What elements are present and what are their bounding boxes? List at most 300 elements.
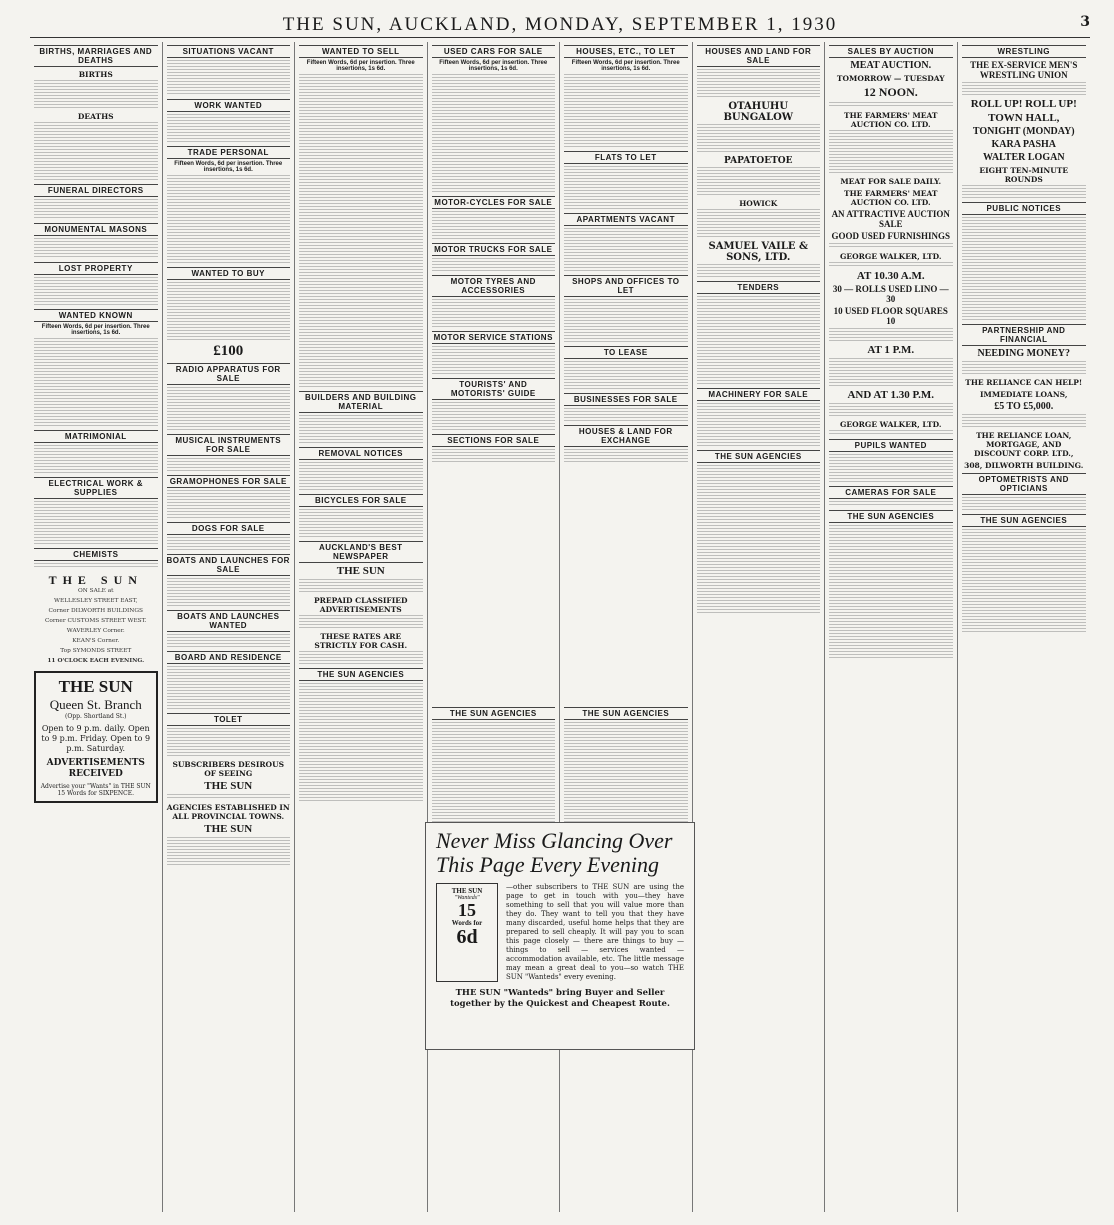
classified-text	[829, 373, 953, 387]
classified-text	[829, 430, 953, 436]
agencies-notice: AGENCIES ESTABLISHED IN ALL PROVINCIAL TOWNS.	[166, 803, 290, 821]
classified-text	[432, 402, 556, 416]
section-heading: TO LEASE	[564, 346, 688, 359]
section-heading: HOUSES, ETC., TO LET	[564, 45, 688, 58]
newspaper-dateline: THE SUN, AUCKLAND, MONDAY, SEPTEMBER 1, 1930	[282, 13, 838, 35]
rate-line: Fifteen Words, 6d per insertion. Three insertions, 1s 6d.	[174, 161, 283, 173]
badge-line: "Wanteds"	[454, 895, 480, 901]
classified-text	[564, 196, 688, 210]
classified-text	[299, 359, 423, 373]
classified-text	[432, 104, 556, 118]
subsection-heading: DEATHS	[77, 112, 114, 121]
classified-text	[697, 296, 821, 310]
classified-text	[564, 752, 688, 766]
badge-words-count: 15	[458, 900, 476, 920]
classified-text	[829, 469, 953, 483]
classified-text	[432, 149, 556, 163]
classified-text	[167, 593, 291, 607]
section-heading: THE SUN AGENCIES	[564, 707, 688, 720]
classified-text	[564, 104, 688, 118]
classified-text	[34, 152, 158, 166]
classified-text	[697, 311, 821, 325]
sale-location: Corner CUSTOMS STREET WEST.	[44, 618, 147, 624]
branch-hours: Open to 9 p.m. daily. Open to 9 p.m. Friday. Open to 9 p.m. Saturday.	[41, 724, 151, 753]
classified-text	[432, 797, 556, 811]
section-heading: WANTED KNOWN	[34, 309, 158, 322]
classified-text	[299, 89, 423, 103]
section-heading: THE SUN AGENCIES	[829, 510, 953, 523]
section-heading: THE SUN AGENCIES	[432, 707, 556, 720]
branch-title: THE SUN	[58, 677, 133, 696]
sale-location: WELLESLEY STREET EAST,	[54, 598, 138, 604]
classified-text	[697, 341, 821, 355]
classified-text	[697, 209, 821, 223]
classified-text	[167, 327, 291, 341]
classified-text	[299, 269, 423, 283]
classified-text	[697, 69, 821, 83]
classified-text	[432, 346, 556, 360]
classified-text	[564, 376, 688, 390]
section-heading: AUCKLAND'S BEST NEWSPAPER	[299, 541, 423, 563]
classified-text	[299, 74, 423, 88]
classified-text	[299, 239, 423, 253]
classified-text	[167, 837, 291, 851]
branch-address: (Opp. Shortland St.)	[65, 713, 127, 720]
section-heading: MATRIMONIAL	[34, 430, 158, 443]
classified-text	[697, 264, 821, 278]
lender-name: THE RELIANCE LOAN, MORTGAGE, AND DISCOUNT CORP. LTD.,	[973, 431, 1074, 458]
classified-text	[962, 529, 1087, 543]
section-heading: HOUSES AND LAND FOR SALE	[697, 45, 821, 67]
classified-text	[167, 297, 291, 311]
the-sun-wordmark: THE SUN	[336, 565, 385, 577]
classified-text	[432, 74, 556, 88]
classified-text	[697, 356, 821, 370]
classified-text	[829, 262, 953, 268]
section-heading: BIRTHS, MARRIAGES AND DEATHS	[34, 45, 158, 67]
classified-text	[564, 797, 688, 811]
classified-text	[34, 199, 158, 213]
section-heading: TRADE PERSONAL	[167, 146, 291, 159]
section-heading: CHEMISTS	[34, 548, 158, 561]
classified-text	[829, 630, 953, 644]
classified-text	[564, 89, 688, 103]
classified-text	[299, 698, 423, 712]
classified-text	[299, 254, 423, 268]
howick-heading: HOWICK	[739, 199, 778, 208]
classified-text	[299, 773, 423, 787]
wanteds-promo-box	[425, 822, 695, 1050]
classified-text	[829, 540, 953, 554]
classified-text	[697, 182, 821, 196]
masthead	[30, 12, 1090, 38]
wrestler-name: WALTER LOGAN	[982, 152, 1065, 163]
classified-text	[829, 615, 953, 629]
classified-text	[432, 179, 556, 193]
rate-line: Fifteen Words, 6d per insertion. Three insertions, 1s 6d.	[571, 60, 680, 72]
classified-text	[697, 167, 821, 181]
auction-title: AN ATTRACTIVE AUCTION SALE	[831, 209, 950, 229]
classified-text	[564, 134, 688, 148]
section-heading: TOLET	[167, 713, 291, 726]
classified-text	[432, 722, 556, 736]
classified-text	[697, 139, 821, 153]
classified-text	[299, 344, 423, 358]
page-number: 3	[1080, 14, 1090, 30]
classified-text	[299, 728, 423, 742]
classified-text	[167, 387, 291, 401]
classified-text	[564, 228, 688, 242]
classified-text	[962, 217, 1087, 231]
classified-text	[299, 758, 423, 772]
classified-text	[34, 413, 158, 427]
classified-text	[34, 214, 158, 220]
classified-text	[829, 328, 953, 342]
classified-text	[962, 497, 1087, 511]
classified-text	[829, 130, 953, 144]
classified-text	[962, 604, 1087, 618]
sale-location: ON SALE at	[77, 588, 114, 594]
classified-text	[697, 224, 821, 238]
sale-time: 11 O'CLOCK EACH EVENING.	[47, 658, 145, 664]
classified-text	[432, 752, 556, 766]
classified-text	[564, 74, 688, 88]
classified-text	[432, 314, 556, 328]
the-sun-wordmark: THE SUN	[48, 573, 143, 587]
classified-text	[299, 415, 423, 429]
prepaid-rates-heading: PREPAID CLASSIFIED ADVERTISEMENTS	[314, 596, 408, 614]
section-heading: USED CARS FOR SALE	[432, 45, 556, 58]
classified-text	[697, 540, 821, 554]
classified-text	[34, 95, 158, 109]
auctioneer-name: GEORGE WALKER, LTD.	[840, 252, 942, 261]
branch-ads-received: ADVERTISEMENTS RECEIVED	[46, 758, 145, 779]
wrestling-date: TONIGHT (MONDAY)	[972, 126, 1075, 137]
section-heading: APARTMENTS VACANT	[564, 213, 688, 226]
section-heading: MOTOR TYRES AND ACCESSORIES	[432, 275, 556, 297]
rate-line: Fifteen Words, 6d per insertion. Three insertions, 1s 6d.	[439, 60, 548, 72]
classified-text	[34, 368, 158, 382]
classified-text	[299, 579, 423, 593]
classified-text	[299, 477, 423, 491]
auction-day: TOMORROW — TUESDAY	[836, 74, 945, 83]
classified-text	[829, 525, 953, 539]
classified-text	[299, 284, 423, 298]
classified-text	[299, 524, 423, 538]
classified-text	[564, 181, 688, 195]
column-3	[295, 42, 428, 1212]
classified-text	[299, 119, 423, 133]
section-heading: FLATS TO LET	[564, 151, 688, 164]
wanteds-badge	[436, 883, 498, 982]
classified-text	[299, 104, 423, 118]
classified-text	[962, 589, 1087, 603]
section-heading: REMOVAL NOTICES	[299, 447, 423, 460]
classified-text	[697, 84, 821, 98]
classified-text	[299, 299, 423, 313]
classified-text	[34, 277, 158, 291]
classified-text	[299, 314, 423, 328]
section-heading: SECTIONS FOR SALE	[432, 434, 556, 447]
meat-sale-notice: MEAT FOR SALE DAILY.	[840, 177, 942, 186]
classified-text	[34, 563, 158, 569]
classified-text	[829, 585, 953, 599]
classified-text	[167, 794, 291, 800]
badge-line: THE SUN	[451, 887, 483, 895]
auction-time: 12 NOON.	[863, 85, 918, 99]
section-heading: SITUATIONS VACANT	[167, 45, 291, 58]
section-heading: PUPILS WANTED	[829, 439, 953, 452]
promo-headline: Never Miss Glancing Over This Page Every Evening	[436, 828, 673, 877]
classified-text	[34, 460, 158, 474]
section-heading: FUNERAL DIRECTORS	[34, 184, 158, 197]
section-heading: MOTOR TRUCKS FOR SALE	[432, 243, 556, 256]
classified-text	[697, 124, 821, 138]
classified-text	[564, 166, 688, 180]
section-heading: PUBLIC NOTICES	[962, 202, 1087, 215]
classified-text	[167, 696, 291, 710]
finance-callout: THE RELIANCE CAN HELP!	[965, 378, 1083, 387]
promo-spacer	[432, 464, 556, 704]
promo-spacer	[564, 464, 688, 704]
classified-text	[829, 145, 953, 159]
classified-text	[432, 226, 556, 240]
classified-text	[697, 585, 821, 599]
badge-price: 6d	[456, 926, 478, 948]
section-heading: BUILDERS AND BUILDING MATERIAL	[299, 391, 423, 413]
classified-text	[432, 119, 556, 133]
classified-text	[829, 555, 953, 569]
classified-text	[829, 403, 953, 417]
classified-text	[962, 292, 1087, 306]
classified-text	[564, 258, 688, 272]
classified-text	[697, 465, 821, 479]
sale-location: WAVERLEY Corner.	[66, 628, 125, 634]
classified-text	[962, 361, 1087, 375]
classified-text	[167, 282, 291, 296]
classified-text	[299, 134, 423, 148]
classified-text	[564, 737, 688, 751]
section-heading: BICYCLES FOR SALE	[299, 494, 423, 507]
section-heading: THE SUN AGENCIES	[697, 450, 821, 463]
classified-text	[962, 232, 1087, 246]
classified-text	[299, 651, 423, 665]
wrestling-union: THE EX-SERVICE MEN'S WRESTLING UNION	[970, 60, 1078, 80]
section-heading: TOURISTS' AND MOTORISTS' GUIDE	[432, 378, 556, 400]
classified-text	[432, 134, 556, 148]
classified-text	[829, 600, 953, 614]
badge-line: Words for	[451, 919, 483, 927]
classified-text	[34, 353, 158, 367]
classified-text	[432, 164, 556, 178]
lender-address: 308, DILWORTH BUILDING.	[964, 461, 1084, 470]
section-heading: BOATS AND LAUNCHES WANTED	[167, 610, 291, 632]
section-heading: WORK WANTED	[167, 99, 291, 112]
classified-text	[167, 402, 291, 416]
classified-text	[432, 299, 556, 313]
classified-text	[432, 361, 556, 375]
classified-text	[564, 782, 688, 796]
classified-text	[167, 666, 291, 680]
classified-text	[564, 361, 688, 375]
classified-text	[697, 570, 821, 584]
column-8	[958, 42, 1091, 1212]
classified-text	[564, 243, 688, 257]
classified-text	[829, 358, 953, 372]
classified-text	[962, 262, 1087, 276]
classified-text	[829, 570, 953, 584]
classified-text	[167, 458, 291, 472]
loan-range: £5 TO £5,000.	[994, 401, 1054, 412]
classified-text	[167, 250, 291, 264]
classified-text	[697, 495, 821, 509]
promo-footer: THE SUN "Wanteds" bring Buyer and Seller together by the Quickest and Cheapest Route.	[450, 988, 670, 1009]
rate-line: Fifteen Words, 6d per insertion. Three insertions, 1s 6d.	[41, 324, 150, 336]
classified-text	[167, 537, 291, 551]
auction-time: AT 10.30 A.M.	[856, 270, 925, 282]
wrestling-rounds: EIGHT TEN-MINUTE ROUNDS	[979, 166, 1069, 184]
classified-text	[564, 767, 688, 781]
cash-rates-notice: THESE RATES ARE STRICTLY FOR CASH.	[314, 632, 408, 650]
classified-text	[962, 574, 1087, 588]
classified-text	[299, 329, 423, 343]
classified-text	[299, 743, 423, 757]
classified-text	[299, 209, 423, 223]
classified-text	[432, 211, 556, 225]
classified-text	[432, 767, 556, 781]
classified-text	[962, 414, 1087, 428]
section-heading: WANTED TO SELL	[299, 45, 423, 58]
classified-text	[34, 137, 158, 151]
classified-text	[432, 737, 556, 751]
auctioneer-name: THE FARMERS' MEAT AUCTION CO. LTD.	[843, 189, 938, 207]
section-heading: MUSICAL INSTRUMENTS FOR SALE	[167, 434, 291, 456]
wrestling-venue: TOWN HALL,	[988, 112, 1060, 124]
section-heading: RADIO APPARATUS FOR SALE	[167, 363, 291, 385]
section-heading: ELECTRICAL WORK & SUPPLIES	[34, 477, 158, 499]
classified-text	[167, 743, 291, 757]
classified-text	[167, 90, 291, 96]
section-heading: PARTNERSHIP AND FINANCIAL	[962, 324, 1087, 346]
section-heading: THE SUN AGENCIES	[299, 668, 423, 681]
promo-copy: —other subscribers to THE SUN are using the page to get in touch with you—they have something to sell that you will value more than they do. They want to tell you that they have many discarded, useful home helps that they are prepared to sell cheaply. It will pay you to scan this page closely — there are things to buy — things to sell — services wanted — accommodation available, etc. The little message may mean a great deal to you—so watch THE SUN "Wanteds" every evening.	[506, 883, 684, 981]
section-heading: BOARD AND RESIDENCE	[167, 651, 291, 664]
sale-location: Corner DILWORTH BUILDINGS	[48, 608, 143, 614]
classified-text	[34, 531, 158, 545]
rate-line: Fifteen Words, 6d per insertion. Three insertions, 1s 6d.	[306, 60, 415, 72]
classified-text	[432, 417, 556, 431]
section-heading: MACHINERY FOR SALE	[697, 388, 821, 401]
column-2	[163, 42, 296, 1212]
classified-text	[829, 645, 953, 659]
classified-text	[299, 788, 423, 802]
classified-text	[697, 433, 821, 447]
classified-text	[962, 247, 1087, 261]
section-heading: HOUSES & LAND FOR EXCHANGE	[564, 425, 688, 447]
classified-text	[962, 82, 1087, 96]
classified-text	[299, 149, 423, 163]
branch-ad-rate: Advertise your "Wants" in THE SUN 15 Words for SIXPENCE.	[40, 783, 151, 797]
section-heading: LOST PROPERTY	[34, 262, 158, 275]
auction-item: 30 — ROLLS USED LINO — 30	[832, 284, 949, 304]
classified-text	[829, 501, 953, 507]
classified-text	[829, 160, 953, 174]
classified-text	[34, 501, 158, 515]
papatoetoe-heading: PAPATOETOE	[724, 156, 793, 166]
classified-text	[697, 418, 821, 432]
classified-text	[34, 80, 158, 94]
section-heading: GRAMOPHONES FOR SALE	[167, 475, 291, 488]
classified-text	[167, 75, 291, 89]
column-6	[693, 42, 826, 1212]
auctioneer-name: GEORGE WALKER, LTD.	[840, 420, 942, 429]
classified-text	[167, 235, 291, 249]
the-sun-wordmark: THE SUN	[204, 823, 253, 835]
classified-text	[34, 122, 158, 136]
column-1	[30, 42, 163, 1212]
classified-text	[34, 253, 158, 259]
classified-text	[564, 314, 688, 328]
branch-name: Queen St. Branch	[49, 697, 142, 712]
classified-text	[697, 525, 821, 539]
the-sun-wordmark: THE SUN	[204, 780, 253, 792]
vaile-sons-heading: SAMUEL VAILE & SONS, LTD.	[708, 241, 808, 263]
classified-text	[34, 383, 158, 397]
classified-text	[299, 683, 423, 697]
wrestling-callout: ROLL UP! ROLL UP!	[970, 98, 1077, 110]
classified-text	[299, 224, 423, 238]
classified-text	[829, 102, 953, 108]
auction-time: AND AT 1.30 P.M.	[847, 389, 935, 401]
classified-text	[299, 509, 423, 523]
classified-text	[167, 220, 291, 234]
classified-text	[34, 445, 158, 459]
classified-text	[432, 782, 556, 796]
classified-text	[167, 728, 291, 742]
section-heading: WANTED TO BUY	[167, 267, 291, 280]
classified-text	[962, 277, 1087, 291]
classified-text	[299, 713, 423, 727]
classified-text	[564, 408, 688, 422]
section-heading: THE SUN AGENCIES	[962, 514, 1087, 527]
classified-text	[299, 374, 423, 388]
queen-street-branch-box	[34, 671, 158, 803]
classified-text	[167, 129, 291, 143]
classified-text	[299, 164, 423, 178]
classified-text	[167, 852, 291, 866]
classified-text	[34, 516, 158, 530]
column-7	[825, 42, 958, 1212]
auctioneer-name: THE FARMERS' MEAT AUCTION CO. LTD.	[843, 111, 938, 129]
classified-text	[697, 480, 821, 494]
classified-text	[167, 60, 291, 74]
classified-text	[432, 258, 556, 272]
classified-text	[697, 326, 821, 340]
bungalow-heading: OTAHUHU BUNGALOW	[723, 101, 794, 123]
classified-text	[432, 89, 556, 103]
classified-text	[962, 619, 1087, 633]
classified-text	[167, 190, 291, 204]
section-heading: TENDERS	[697, 281, 821, 294]
section-heading: SHOPS AND OFFICES TO LET	[564, 275, 688, 297]
classified-text	[299, 430, 423, 444]
classified-text	[564, 119, 688, 133]
classified-text	[564, 299, 688, 313]
classified-text	[34, 398, 158, 412]
classified-text	[564, 722, 688, 736]
classified-text	[829, 454, 953, 468]
classified-text	[34, 238, 158, 252]
